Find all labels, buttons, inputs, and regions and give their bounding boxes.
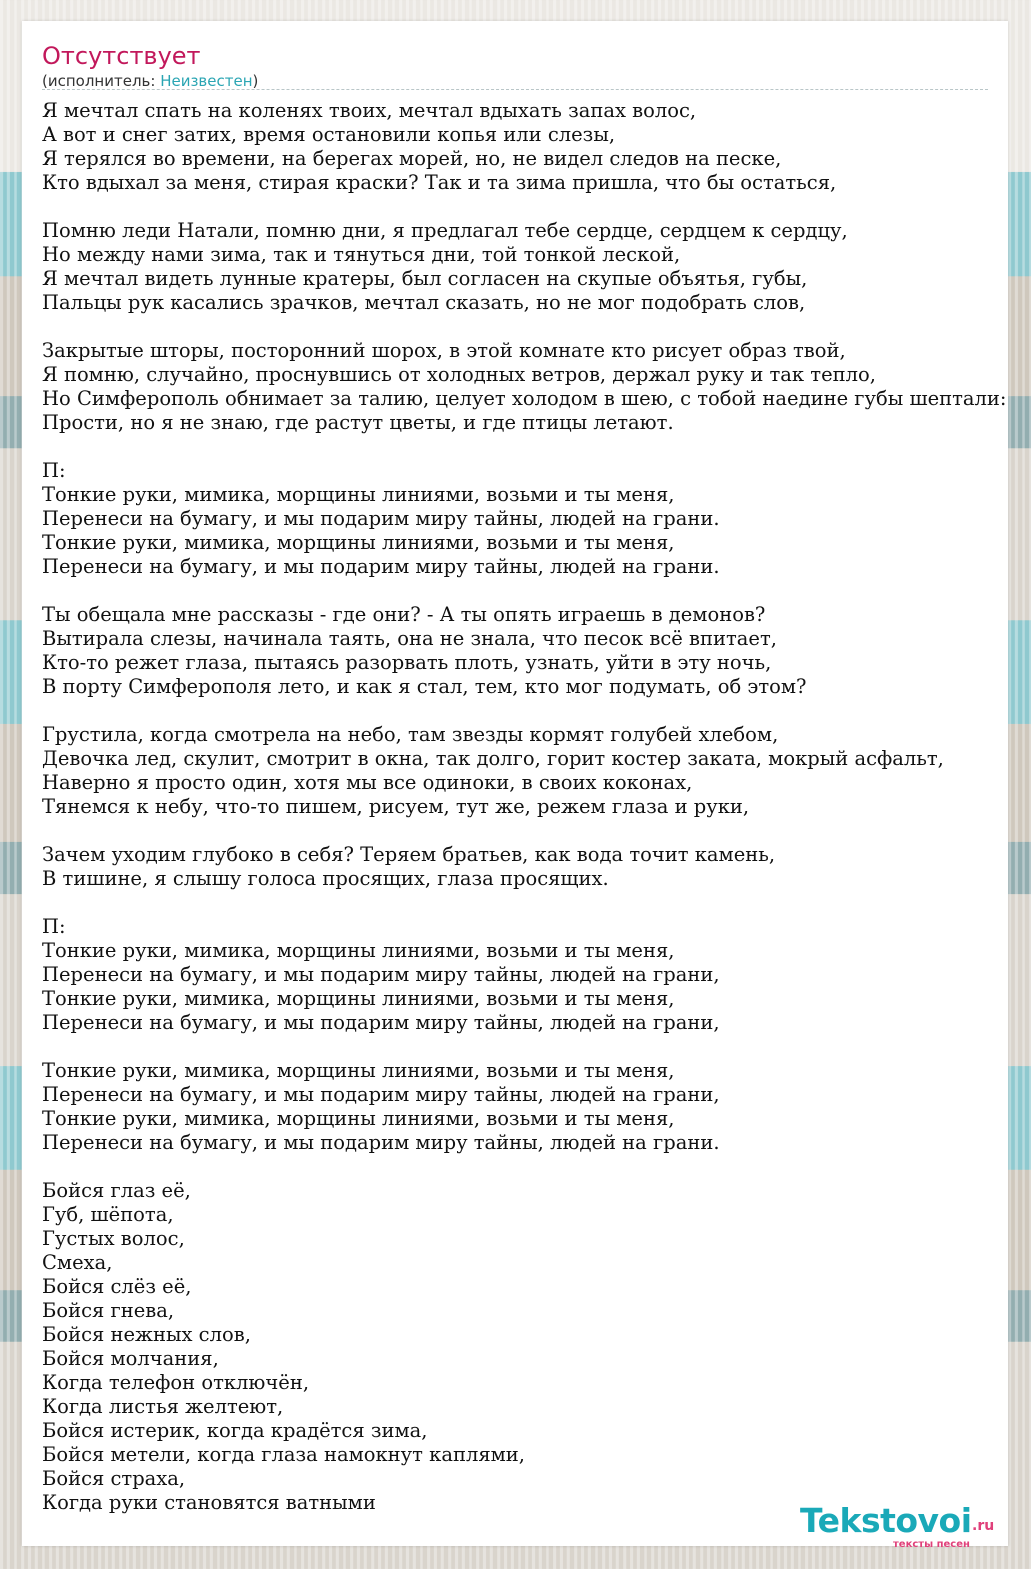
lyrics-line: Перенеси на бумагу, и мы подарим миру тайны, людей на грани, bbox=[42, 1011, 720, 1034]
artist-line bbox=[42, 71, 258, 91]
song-title: Отсутствует bbox=[42, 42, 201, 70]
lyrics-line: Губ, шёпота, bbox=[42, 1203, 174, 1226]
lyrics-line: П: bbox=[42, 915, 66, 938]
lyrics-line: Грустила, когда смотрела на небо, там звезды кормят голубей хлебом, bbox=[42, 723, 779, 746]
lyrics-line: Когда телефон отключён, bbox=[42, 1371, 310, 1394]
lyrics-line: В порту Симферополя лето, и как я стал, тем, кто мог подумать, об этом? bbox=[42, 675, 807, 698]
lyrics-line: Бойся истерик, когда крадётся зима, bbox=[42, 1419, 428, 1442]
lyrics-text bbox=[42, 99, 1031, 1539]
lyrics-line: Бойся слёз её, bbox=[42, 1275, 192, 1298]
lyrics-line: Тонкие руки, мимика, морщины линиями, возьми и ты меня, bbox=[42, 939, 675, 962]
lyrics-line: Густых волос, bbox=[42, 1227, 185, 1250]
lyrics-line: Тонкие руки, мимика, морщины линиями, возьми и ты меня, bbox=[42, 483, 675, 506]
lyrics-line: Перенеси на бумагу, и мы подарим миру тайны, людей на грани. bbox=[42, 507, 720, 530]
lyrics-line: Тянемся к небу, что-то пишем, рисуем, тут же, режем глаза и руки, bbox=[42, 795, 750, 818]
lyrics-line: Перенеси на бумагу, и мы подарим миру тайны, людей на грани. bbox=[42, 1131, 720, 1154]
lyrics-line: Закрытые шторы, посторонний шорох, в этой комнате кто рисует образ твой, bbox=[42, 339, 846, 362]
lyrics-stanza bbox=[42, 723, 1031, 819]
lyrics-line: Помню леди Натали, помню дни, я предлагал тебе сердце, сердцем к сердцу, bbox=[42, 219, 848, 242]
lyrics-line: Когда руки становятся ватными bbox=[42, 1491, 376, 1514]
lyrics-line: Ты обещала мне рассказы - где они? - А ты опять играешь в демонов? bbox=[42, 603, 766, 626]
lyrics-stanza bbox=[42, 99, 1031, 195]
lyrics-line: Бойся гнева, bbox=[42, 1299, 175, 1322]
lyrics-stanza bbox=[42, 915, 1031, 1035]
site-logo[interactable] bbox=[800, 1501, 1010, 1553]
lyrics-stanza bbox=[42, 843, 1031, 891]
lyrics-line: Я мечтал видеть лунные кратеры, был согласен на скупые объятья, губы, bbox=[42, 267, 808, 290]
lyrics-line: Кто-то режет глаза, пытаясь разорвать плоть, узнать, уйти в эту ночь, bbox=[42, 651, 772, 674]
lyrics-line: Вытирала слезы, начинала таять, она не знала, что песок всё впитает, bbox=[42, 627, 777, 650]
lyrics-line: Тонкие руки, мимика, морщины линиями, возьми и ты меня, bbox=[42, 531, 675, 554]
lyrics-line: Бойся страха, bbox=[42, 1467, 186, 1490]
lyrics-line: В тишине, я слышу голоса просящих, глаза просящих. bbox=[42, 867, 609, 890]
lyrics-line: Бойся нежных слов, bbox=[42, 1323, 251, 1346]
lyrics-line: Девочка лед, скулит, смотрит в окна, так долго, горит костер заката, мокрый асфальт, bbox=[42, 747, 944, 770]
logo-tagline: тексты песен bbox=[893, 1539, 970, 1550]
lyrics-stanza bbox=[42, 459, 1031, 579]
lyrics-line: П: bbox=[42, 459, 66, 482]
lyrics-line: А вот и снег затих, время остановили копья или слезы, bbox=[42, 123, 616, 146]
lyrics-line: Наверно я просто один, хотя мы все одиноки, в своих коконах, bbox=[42, 771, 693, 794]
lyrics-line: Когда листья желтеют, bbox=[42, 1395, 284, 1418]
lyrics-stanza bbox=[42, 339, 1031, 435]
lyrics-line: Прости, но я не знаю, где растут цветы, и где птицы летают. bbox=[42, 411, 674, 434]
lyrics-line: Кто вдыхал за меня, стирая краски? Так и та зима пришла, что бы остаться, bbox=[42, 171, 837, 194]
title-divider bbox=[42, 89, 988, 90]
lyrics-line: Перенеси на бумагу, и мы подарим миру тайны, людей на грани, bbox=[42, 963, 720, 986]
lyrics-line: Перенеси на бумагу, и мы подарим миру тайны, людей на грани. bbox=[42, 555, 720, 578]
lyrics-line: Смеха, bbox=[42, 1251, 113, 1274]
artist-suffix: ) bbox=[252, 72, 259, 90]
lyrics-line: Но Симферополь обнимает за талию, целует холодом в шею, с тобой наедине губы шептали: bbox=[42, 387, 1007, 410]
lyrics-line: Бойся молчания, bbox=[42, 1347, 219, 1370]
lyrics-stanza bbox=[42, 219, 1031, 315]
artist-prefix: (исполнитель: bbox=[42, 72, 161, 90]
lyrics-line: Бойся метели, когда глаза намокнут каплями, bbox=[42, 1443, 526, 1466]
lyrics-line: Тонкие руки, мимика, морщины линиями, возьми и ты меня, bbox=[42, 1059, 675, 1082]
lyrics-line: Пальцы рук касались зрачков, мечтал сказать, но не мог подобрать слов, bbox=[42, 291, 806, 314]
lyrics-line: Я терялся во времени, на берегах морей, но, не видел следов на песке, bbox=[42, 147, 782, 170]
lyrics-stanza bbox=[42, 1059, 1031, 1155]
lyrics-line: Но между нами зима, так и тянуться дни, той тонкой леской, bbox=[42, 243, 681, 266]
lyrics-line: Перенеси на бумагу, и мы подарим миру тайны, людей на грани, bbox=[42, 1083, 720, 1106]
artist-link[interactable]: Неизвестен bbox=[160, 72, 253, 90]
logo-tld: .ru bbox=[972, 1518, 995, 1534]
lyrics-stanza bbox=[42, 1179, 1031, 1515]
lyrics-stanza bbox=[42, 603, 1031, 699]
lyrics-line: Тонкие руки, мимика, морщины линиями, возьми и ты меня, bbox=[42, 987, 675, 1010]
lyrics-line: Бойся глаз её, bbox=[42, 1179, 191, 1202]
lyrics-card bbox=[22, 21, 1008, 1550]
lyrics-line: Зачем уходим глубоко в себя? Теряем братьев, как вода точит камень, bbox=[42, 843, 776, 866]
lyrics-line: Я помню, случайно, проснувшись от холодных ветров, держал руку и так тепло, bbox=[42, 363, 876, 386]
lyrics-line: Я мечтал спать на коленях твоих, мечтал вдыхать запах волос, bbox=[42, 99, 697, 122]
lyrics-line: Тонкие руки, мимика, морщины линиями, возьми и ты меня, bbox=[42, 1107, 675, 1130]
logo-name: Tekstovoi bbox=[800, 1501, 972, 1540]
